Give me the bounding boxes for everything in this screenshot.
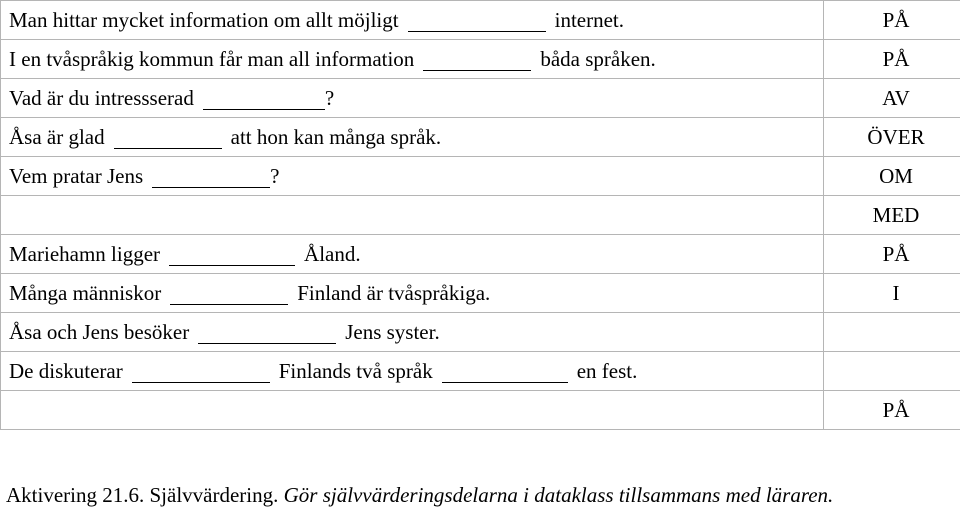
answer-blank[interactable]	[114, 128, 222, 149]
footer-instruction-text: Gör självvärderingsdelarna i dataklass tillsammans med läraren.	[284, 483, 834, 507]
answer-blank[interactable]	[198, 323, 336, 344]
answer-blank[interactable]	[203, 89, 325, 110]
answer-blank[interactable]	[408, 11, 546, 32]
answer-word	[824, 352, 960, 391]
footer-instruction	[6, 483, 833, 508]
table-row	[1, 157, 960, 196]
answer-word: OM	[824, 157, 960, 196]
answer-blank[interactable]	[442, 362, 568, 383]
table-row	[1, 196, 960, 235]
sentence-cell: Åsa och Jens besöker Jens syster.	[1, 313, 824, 352]
table-row	[1, 1, 960, 40]
table-row	[1, 274, 960, 313]
sentence-cell: De diskuterar Finlands två språk en fest.	[1, 352, 824, 391]
footer-lead: Aktivering 21.6. Självvärdering.	[6, 483, 278, 507]
answer-word: PÅ	[824, 1, 960, 40]
answer-word: PÅ	[824, 40, 960, 79]
answer-blank[interactable]	[423, 50, 531, 71]
table-row	[1, 40, 960, 79]
answer-word	[824, 313, 960, 352]
sentence-cell: Mariehamn ligger Åland.	[1, 235, 824, 274]
table-row	[1, 235, 960, 274]
table-row	[1, 352, 960, 391]
answer-word: PÅ	[824, 235, 960, 274]
sentence-cell: Man hittar mycket information om allt möjligt internet.	[1, 1, 824, 40]
answer-blank[interactable]	[152, 167, 270, 188]
answer-word: PÅ	[824, 391, 960, 430]
sentence-cell: Vem pratar Jens ?	[1, 157, 824, 196]
table-row	[1, 118, 960, 157]
table-row	[1, 391, 960, 430]
answer-word: ÖVER	[824, 118, 960, 157]
answer-blank[interactable]	[170, 284, 288, 305]
answer-word: I	[824, 274, 960, 313]
sentence-cell: Åsa är glad att hon kan många språk.	[1, 118, 824, 157]
sentence-cell: I en tvåspråkig kommun får man all information båda språken.	[1, 40, 824, 79]
sentence-cell: Många människor Finland är tvåspråkiga.	[1, 274, 824, 313]
table-row	[1, 313, 960, 352]
answer-word: AV	[824, 79, 960, 118]
answer-word: MED	[824, 196, 960, 235]
sentence-cell	[1, 196, 824, 235]
sentence-cell: Vad är du intressserad ?	[1, 79, 824, 118]
table-row	[1, 79, 960, 118]
answer-blank[interactable]	[169, 245, 295, 266]
answer-blank[interactable]	[132, 362, 270, 383]
sentence-cell	[1, 391, 824, 430]
